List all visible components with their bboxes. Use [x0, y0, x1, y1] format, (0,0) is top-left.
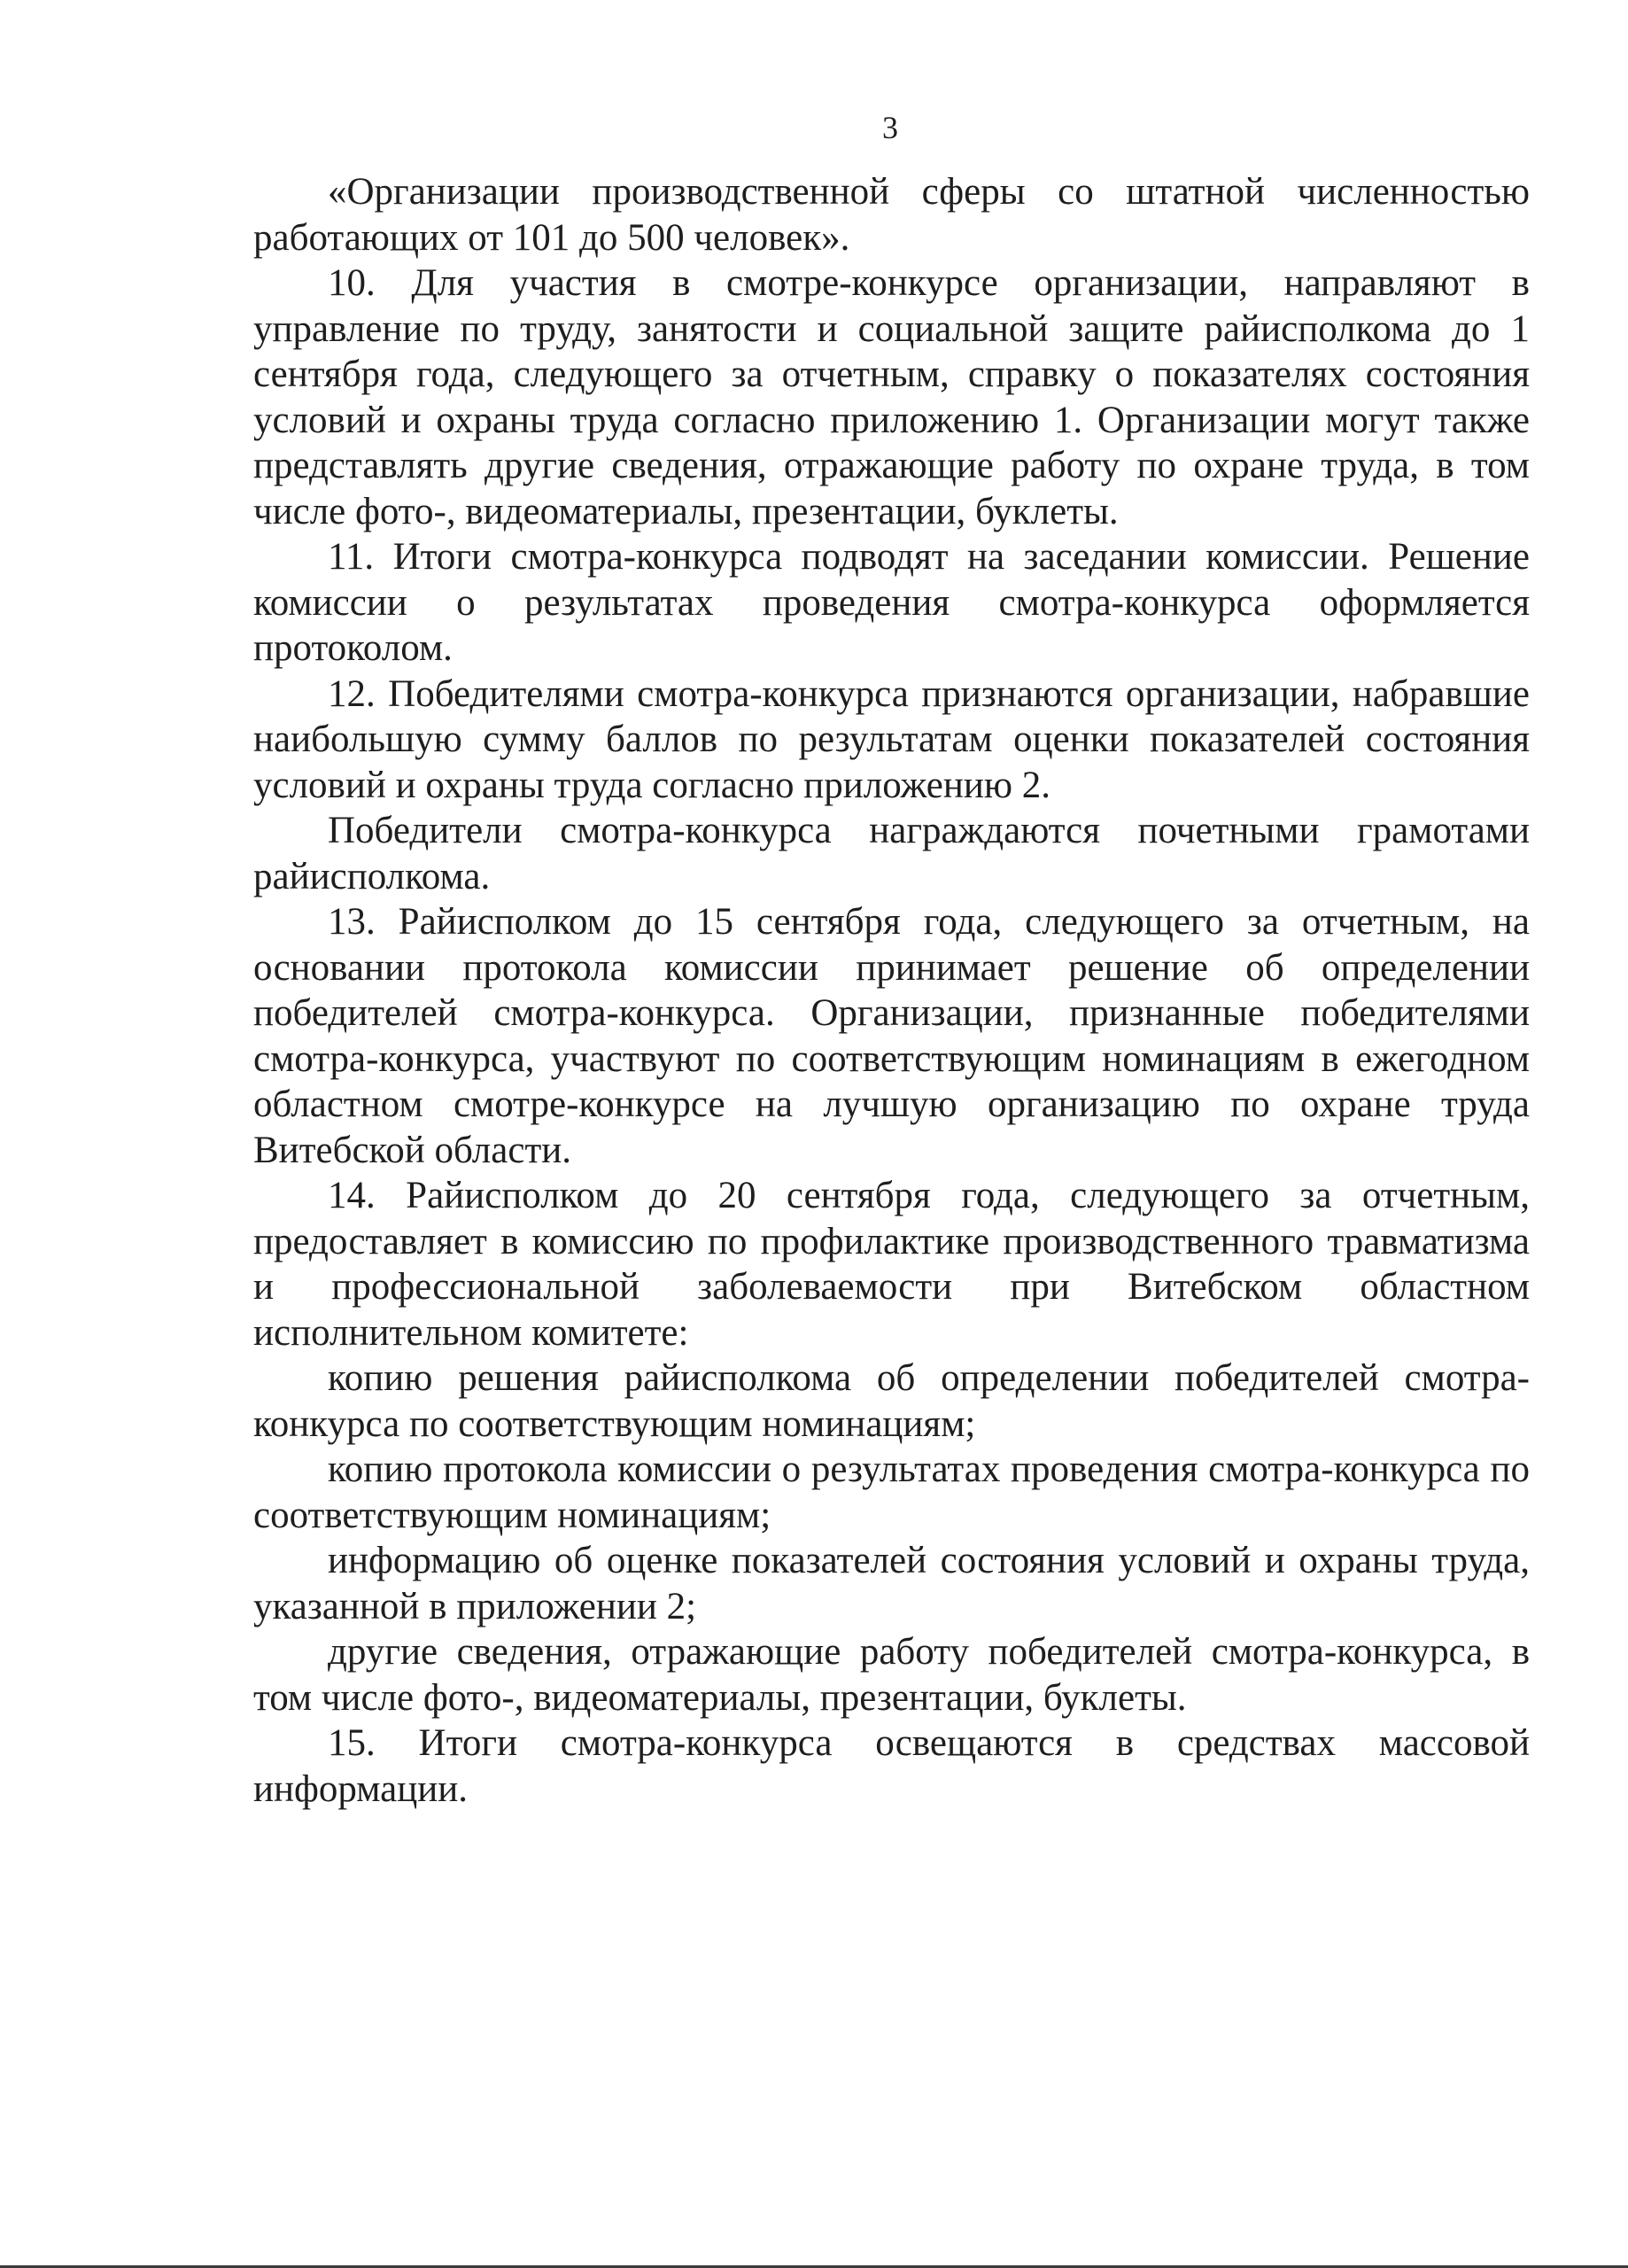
list-item-protocol-copy: копию протокола комиссии о результатах проведения смотра-конкурса по соответствующим номинациям; [253, 1449, 1530, 1536]
paragraph-13: 13. Райисполком до 15 сентября года, следующего за отчетным, на основании протокола комиссии принимает решение об определении победителей смотра-конкурса. Организации, признанные победителями смотра-конкурса, участвуют по соответствующим номинациям в ежегодном областном смотре-конкурсе на лучшую организацию по охране труда Витебской области. [253, 901, 1530, 1171]
page-number: 3 [882, 110, 898, 145]
paragraph-15: 15. Итоги смотра-конкурса освещаются в средствах массовой информации. [253, 1722, 1530, 1810]
paragraph-nomination-title: «Организации производственной сферы со штатной численностью работающих от 101 до 500 человек». [253, 171, 1530, 259]
list-item-decision-copy: копию решения райисполкома об определении победителей смотра-конкурса по соответствующим номинациям; [253, 1357, 1530, 1445]
paragraph-winners-awarded: Победители смотра-конкурса награждаются почетными грамотами райисполкома. [253, 810, 1530, 897]
paragraph-12: 12. Победителями смотра-конкурса признаются организации, набравшие наибольшую сумму баллов по результатам оценки показателей состояния условий и охраны труда согласно приложению 2. [253, 672, 1530, 806]
list-item-other-materials: другие сведения, отражающие работу победителей смотра-конкурса, в том числе фото-, видеоматериалы, презентации, буклеты. [253, 1631, 1530, 1719]
paragraph-11: 11. Итоги смотра-конкурса подводят на заседании комиссии. Решение комиссии о результатах проведения смотра-конкурса оформляется протоколом. [253, 536, 1530, 669]
document-body [253, 169, 1530, 1812]
paragraph-14: 14. Райисполком до 20 сентября года, следующего за отчетным, предоставляет в комиссию по профилактике производственного травматизма и профессиональной заболеваемости при Витебском областном исполнительном комитете: [253, 1175, 1530, 1354]
paragraph-10: 10. Для участия в смотре-конкурсе организации, направляют в управление по труду, занятости и социальной защите райисполкома до 1 сентября года, следующего за отчетным, справку о показателях состояния условий и охраны труда согласно приложению 1. Организации могут также представлять другие сведения, отражающие работу по охране труда, в том числе фото-, видеоматериалы, презентации, буклеты. [253, 262, 1530, 532]
list-item-assessment-info: информацию об оценке показателей состояния условий и охраны труда, указанной в приложении 2; [253, 1540, 1530, 1627]
